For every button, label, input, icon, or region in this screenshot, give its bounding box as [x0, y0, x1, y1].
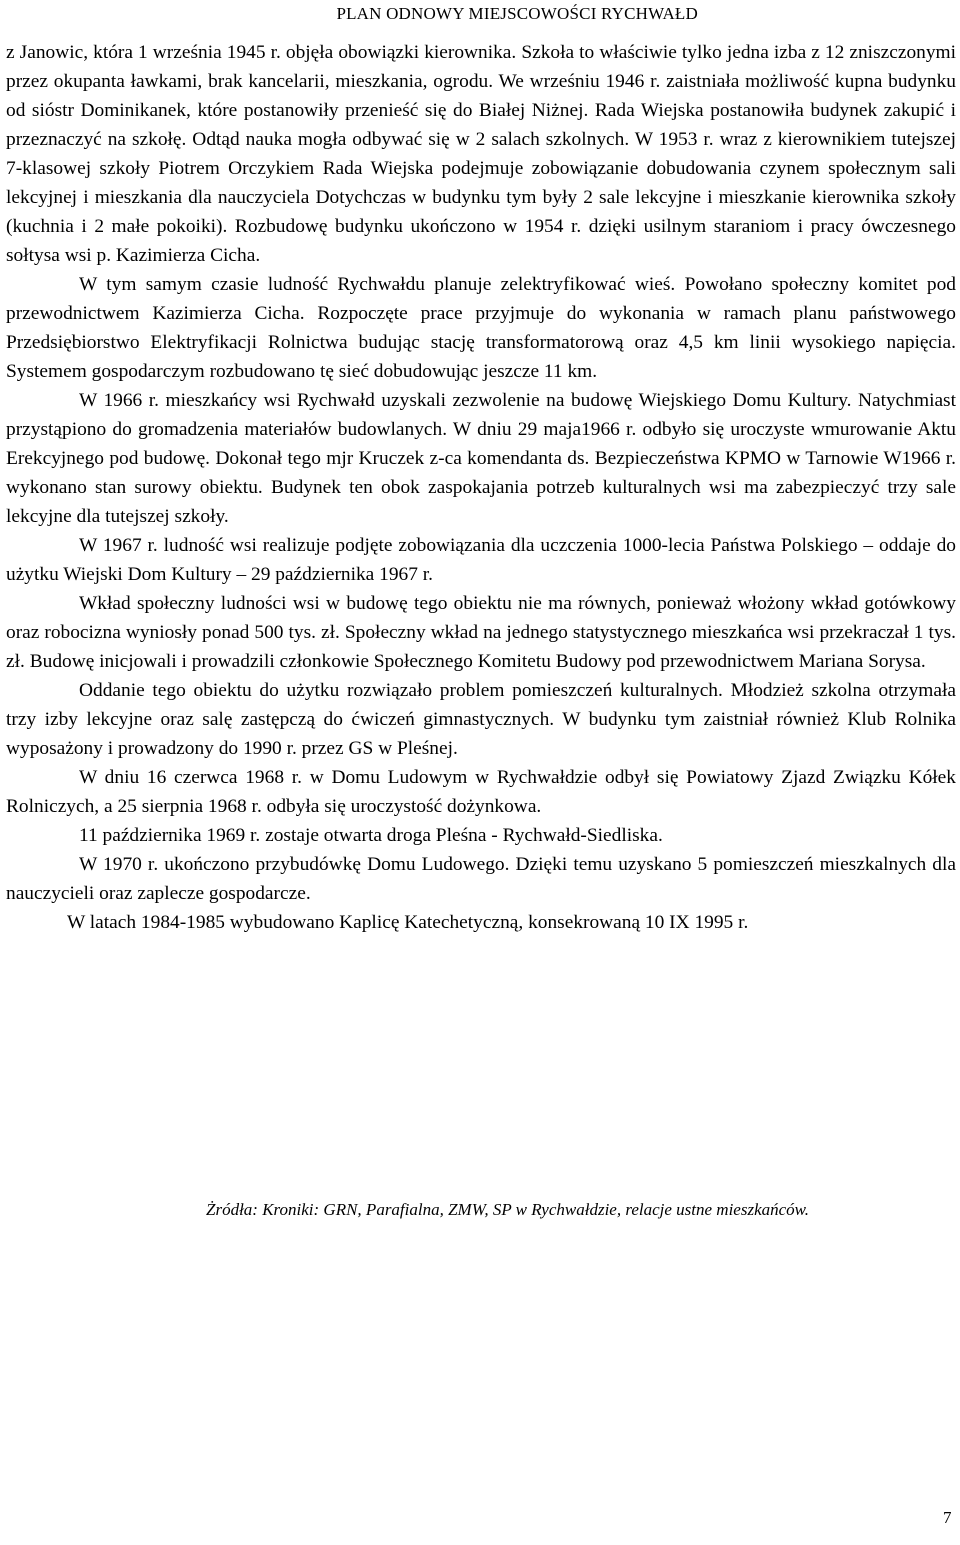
document-body — [6, 38, 956, 937]
paragraph-culture-house-construction: W 1966 r. mieszkańcy wsi Rychwałd uzyskali zezwolenie na budowę Wiejskiego Domu Kultury. Natychmiast przystąpiono do gromadzenia materiałów budowlanych. W dniu 29 maja1966 r. odbyło się uroczyste wmurowanie Aktu Erekcyjnego pod budowę. Dokonał tego mjr Kruczek z-ca komendanta ds. Bezpieczeństwa KPMO w Tarnowie W1966 r. wykonano stan surowy obiektu. Budynek ten obok zaspokajania potrzeb kulturalnych wsi ma zabezpieczyć trzy sale lekcyjne dla tutejszej szkoły. — [6, 390, 956, 527]
paragraph-community-contribution: Wkład społeczny ludności wsi w budowę tego obiektu nie ma równych, ponieważ włożony wkład gotówkowy oraz robocizna wyniosły ponad 500 tys. zł. Społeczny wkład na jednego statystycznego mieszkańca wsi przekraczał 1 tys. zł. Budowę inicjowali i prowadzili członkowie Społecznego Komitetu Budowy pod przewodnictwem Mariana Sorysa. — [6, 593, 956, 672]
paragraph-school-history: z Janowic, która 1 września 1945 r. objęła obowiązki kierownika. Szkoła to właściwie tylko jedna izba z 12 zniszczonymi przez okupanta ławkami, brak kancelarii, mieszkania, ogrodu. We wrześniu 1946 r. zaistniała możliwość kupna budynku od sióstr Dominikanek, które postanowiły przenieść się do Białej Niżnej. Rada Wiejska postanowiła budynek zakupić i przeznaczyć na szkołę. Odtąd nauka mogła odbywać się w 2 salach szkolnych. W 1953 r. wraz z kierownikiem tutejszej 7-klasowej szkoły Piotrem Orczykiem Rada Wiejska podejmuje zobowiązanie dobudowania czynem społecznym sali lekcyjnej i mieszkania dla nauczyciela Dotychczas w budynku tym były 2 sale lekcyjne i mieszkanie kierownika szkoły (kuchnia i 2 małe pokoiki). Rozbudowę budynku ukończono w 1954 r. dzięki usilnym staraniom i pracy ówczesnego sołtysa wsi p. Kazimierza Cicha. — [6, 42, 956, 266]
sources-note: Żródła: Kroniki: GRN, Parafialna, ZMW, SP w Rychwałdzie, relacje ustne mieszkańców. — [206, 1200, 809, 1219]
paragraph-building-usage: Oddanie tego obiektu do użytku rozwiązało problem pomieszczeń kulturalnych. Młodzież szkolna otrzymała trzy izby lekcyjne oraz salę zastępczą do ćwiczeń gimnastycznych. W budynku tym zaistniał również Klub Rolnika wyposażony i prowadzony do 1990 r. przez GS w Pleśnej. — [6, 680, 956, 759]
paragraph-1970-extension: W 1970 r. ukończono przybudówkę Domu Ludowego. Dzięki temu uzyskano 5 pomieszczeń mieszkalnych dla nauczycieli oraz zaplecze gospodarcze. — [6, 854, 956, 904]
page-header-title: PLAN ODNOWY MIEJSCOWOŚCI RYCHWAŁD — [336, 4, 698, 23]
paragraph-electrification: W tym samym czasie ludność Rychwałdu planuje zelektryfikować wieś. Powołano społeczny komitet pod przewodnictwem Kazimierza Cicha. Rozpoczęte prace przyjmuje do wykonania w ramach planu państwowego Przedsiębiorstwo Elektryfikacji Rolnictwa budując stację transformatorową oraz 4,5 km linii wysokiego napięcia. Systemem gospodarczym rozbudowano tę sieć dobudowując jeszcze 11 km. — [6, 274, 956, 382]
paragraph-chapel: W latach 1984-1985 wybudowano Kaplicę Katechetyczną, konsekrowaną 10 IX 1995 r. — [67, 912, 749, 933]
page-number: 7 — [943, 1508, 952, 1527]
paragraph-road-opening: 11 października 1969 r. zostaje otwarta droga Pleśna - Rychwałd-Siedliska. — [79, 825, 663, 846]
paragraph-culture-house-opening: W 1967 r. ludność wsi realizuje podjęte zobowiązania dla uczczenia 1000-lecia Państwa Polskiego – oddaje do użytku Wiejski Dom Kultury – 29 października 1967 r. — [6, 535, 956, 585]
paragraph-1968-events: W dniu 16 czerwca 1968 r. w Domu Ludowym w Rychwałdzie odbył się Powiatowy Zjazd Związku Kółek Rolniczych, a 25 sierpnia 1968 r. odbyła się uroczystość dożynkowa. — [6, 767, 956, 817]
